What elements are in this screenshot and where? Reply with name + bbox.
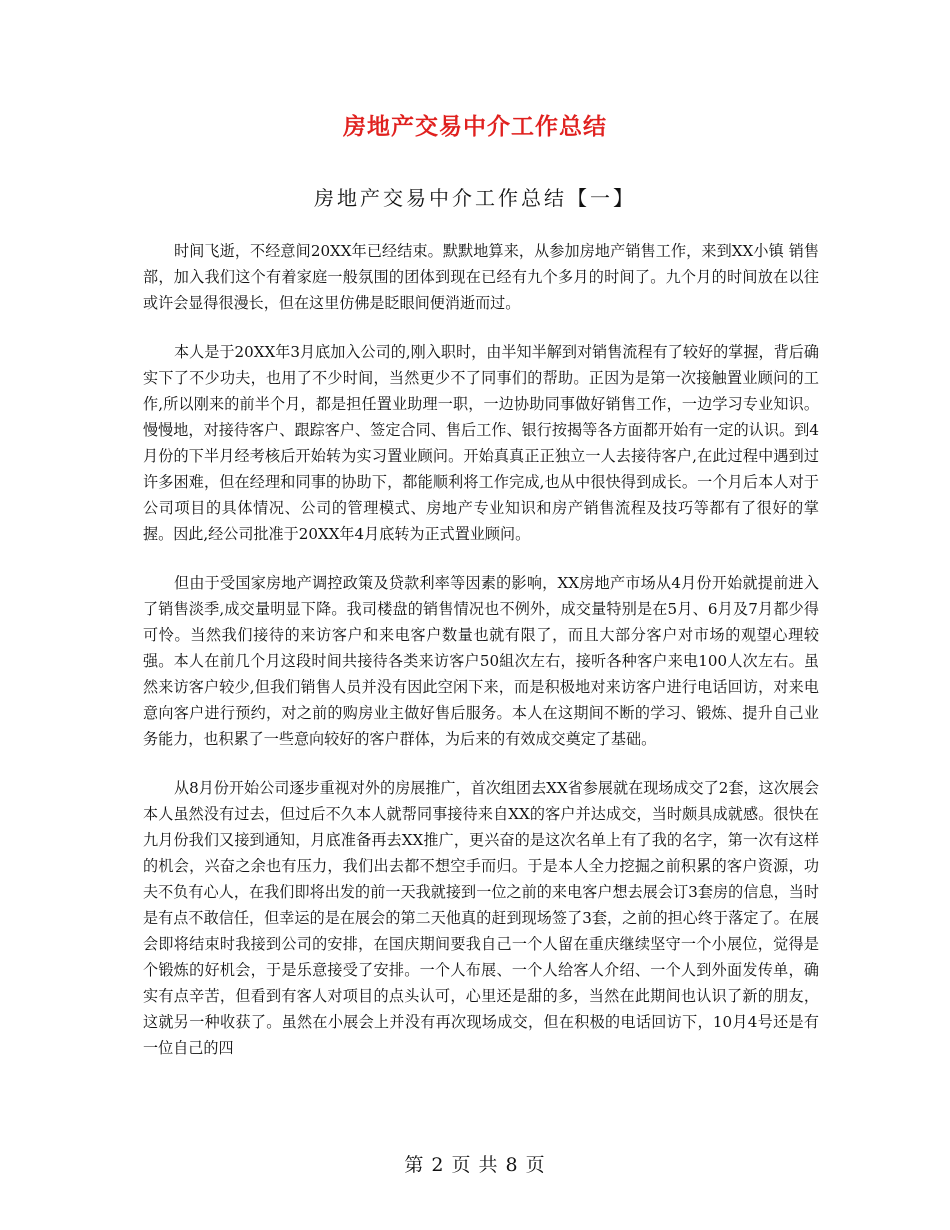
document-title: 房地产交易中介工作总结 bbox=[343, 114, 607, 140]
paragraph-1: 时间飞逝，不经意间20XX年已经结束。默默地算来，从参加房地产销售工作，来到XX小镇 销售部，加入我们这个有着家庭一般氛围的团体到现在已经有九个多月的时间了。九个月的时间放在以往或许会显得很漫长，但在这里仿佛是眨眼间便消逝而过。 bbox=[143, 242, 819, 312]
section-title: 房地产交易中介工作总结【一】 bbox=[314, 186, 636, 210]
paragraph-4: 从8月份开始公司逐步重视对外的房展推广，首次组团去XX省参展就在现场成交了2套，这次展会本人虽然没有过去，但过后不久本人就帮同事接待来自XX的客户并达成交，当时颇具成就感。很快在九月份我们又接到通知，月底准备再去XX推广，更兴奋的是这次名单上有了我的名字，第一次有这样的机会，兴奋之余也有压力，我们出去都不想空手而归。于是本人全力挖掘之前积累的客户资源，功夫不负有心人，在我们即将出发的前一天我就接到一位之前的来电客户想去展会订3套房的信息，当时是有点不敢信任，但幸运的是在展会的第二天他真的赶到现场签了3套，之前的担心终于落定了。在展会即将结束时我接到公司的安排，在国庆期间要我自己一个人留在重庆继续坚守一个小展位，觉得是个锻炼的好机会，于是乐意接受了安排。一个人布展、一个人给客人介绍、一个人到外面发传单，确实有点辛苦，但看到有客人对项目的点头认可，心里还是甜的多，当然在此期间也认识了新的朋友，这就另一种收获了。虽然在小展会上并没有再次现场成交，但在积极的电话回访下，10月4号还是有一位自己的四 bbox=[143, 779, 819, 1057]
paragraph-3: 但由于受国家房地产调控政策及贷款利率等因素的影响，XX房地产市场从4月份开始就提前进入了销售淡季,成交量明显下降。我司楼盘的销售情况也不例外，成交量特别是在5月、6月及7月都少得可怜。当然我们接待的来访客户和来电客户数量也就有限了，而且大部分客户对市场的观望心理较强。本人在前几个月这段时间共接待各类来访客户50組次左右，接听各种客户来电100人次左右。虽然来访客户较少,但我们销售人员并没有因此空闲下来，而是积极地对来访客户进行电话回访，对来电意向客户进行预约，对之前的购房业主做好售后服务。本人在这期间不断的学习、锻炼、提升自己业务能力，也积累了一些意向较好的客户群体，为后来的有效成交奠定了基础。 bbox=[143, 574, 819, 748]
page-number-footer: 第 2 页 共 8 页 bbox=[404, 1154, 546, 1176]
paragraph-2: 本人是于20XX年3月底加入公司的,刚入职时，由半知半解到对销售流程有了较好的掌握，背后确实下了不少功夫，也用了不少时间，当然更少不了同事们的帮助。正因为是第一次接触置业顾问的工作,所以刚来的前半个月，都是担任置业助理一职，一边协助同事做好销售工作，一边学习专业知识。慢慢地，对接待客户、跟踪客户、签定合同、售后工作、银行按揭等各方面都开始有一定的认识。到4月份的下半月经考核后开始转为实习置业顾问。开始真真正正独立一人去接待客户,在此过程中遇到过许多困难，但在经理和同事的协助下，都能顺利将工作完成,也从中很快得到成长。一个月后本人对于公司项目的具体情况、公司的管理模式、房地产专业知识和房产销售流程及技巧等都有了很好的掌握。因此,经公司批准于20XX年4月底转为正式置业顾问。 bbox=[143, 343, 819, 543]
document-body bbox=[143, 238, 819, 1084]
